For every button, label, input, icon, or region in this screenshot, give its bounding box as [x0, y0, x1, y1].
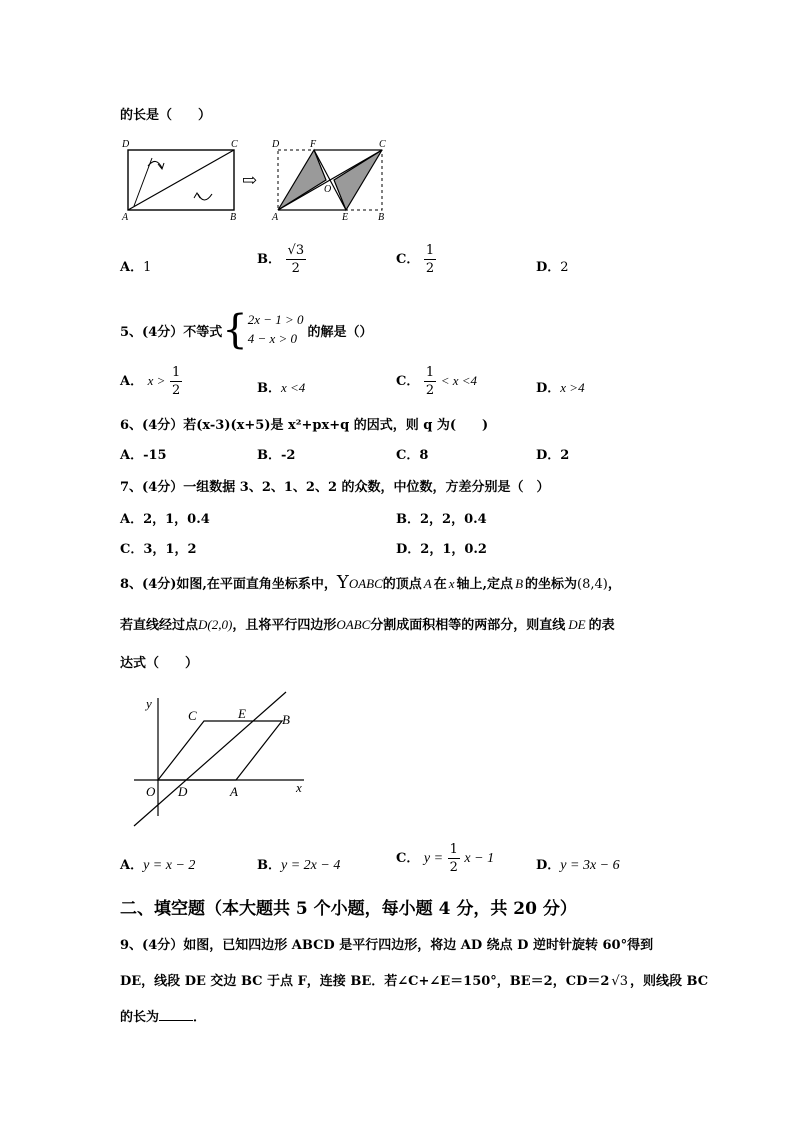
label-e: E [238, 706, 246, 721]
q5-ineq-1: 2x − 1 > 0 [247, 312, 304, 328]
label-a: A [122, 212, 129, 222]
q8-option-a: A．y = x − 2 [120, 858, 196, 873]
label-o: O [146, 784, 156, 799]
q4-option-c: C． $\frac{1}{2}$ [396, 243, 435, 276]
q4-option-d: D．2 [536, 260, 569, 275]
label-x: x [296, 780, 302, 795]
section-fill-in-title: 二、填空题（本大题共 5 个小题，每小题 4 分，共 20 分） [120, 899, 577, 919]
q5-option-d: D．x >4 [536, 380, 585, 396]
q5-option-b: B．x <4 [257, 380, 306, 396]
label-e: E [342, 212, 349, 222]
q8-option-c: C． y = $\frac{1}{2}$ x − 1 [396, 842, 495, 875]
q4-option-b: B． $\frac{√3}{2}$ [257, 243, 305, 276]
q6-option-a: A．-15 [120, 448, 167, 463]
q8-line2: 若直线经过点D(2,0)，且将平行四边形OABC分割成面积相等的两部分，则直线 DE 的表 [120, 617, 615, 633]
label-f: F [310, 139, 317, 150]
label-y: y [146, 696, 152, 711]
label-d: D [178, 784, 188, 799]
label-a: A [230, 784, 238, 799]
q5-ineq-2: 4 − x > 0 [247, 331, 298, 346]
q6-option-b: B．-2 [257, 448, 296, 463]
label-o: O [324, 184, 332, 195]
label-b: B [282, 712, 290, 727]
q6-stem: 6、(4分）若(x-3)(x+5)是 x²+px+q 的因式，则 q 为( ) [120, 418, 489, 433]
q4-figure [118, 136, 398, 222]
q6-option-d: D．2 [536, 448, 570, 463]
q7-stem: 7、(4分）一组数据 3、2、1、2、2 的众数，中位数，方差分别是（ ） [120, 480, 550, 495]
q7-option-d: D．2，1，0.2 [396, 542, 487, 557]
q4-option-a: A．1 [120, 260, 152, 275]
q9-line3: 的长为 ． [120, 1010, 207, 1025]
answer-blank[interactable] [159, 1008, 193, 1021]
label-c2: C [379, 139, 386, 150]
rotate-arrow-bottom [198, 194, 212, 200]
q4-stem-tail: 的长是（ ） [120, 108, 212, 123]
q5-option-a: A． x > $\frac{1}{2}$ [120, 365, 181, 398]
q7-option-c: C．3，1，2 [120, 542, 197, 557]
q8-line1: 8、(4分)如图,在平面直角坐标系中，YOABC的顶点 A 在 x 轴上,定点 B 的坐标为(8,4)， [120, 572, 621, 593]
label-b: B [230, 212, 237, 222]
label-d2: D [272, 139, 280, 150]
label-c: C [231, 139, 238, 150]
q4-right-figure [271, 139, 386, 222]
q6-option-c: C．8 [396, 448, 429, 463]
q4-left-figure [121, 139, 238, 222]
label-b2: B [378, 212, 385, 222]
q7-option-b: B．2，2，0.4 [396, 512, 487, 527]
q5-option-c: C． $\frac{1}{2}$ < x <4 [396, 365, 478, 398]
label-c: C [188, 708, 197, 723]
q9-line2: DE，线段 DE 交边 BC 于点 F，连接 BE．若∠C+∠E＝150°，BE＝2，CD＝2 √3 ，则线段 BC [120, 974, 709, 989]
q7-option-a: A．2，1，0.4 [120, 512, 210, 527]
line-de [134, 692, 286, 826]
q8-figure [126, 688, 316, 830]
q9-line1: 9、(4分）如图，已知四边形 ABCD 是平行四边形，将边 AD 绕点 D 逆时针旋转 60°得到 [120, 938, 654, 953]
q8-option-d: D．y = 3x − 6 [536, 858, 620, 873]
transform-arrow: ⇨ [242, 170, 258, 190]
q8-option-b: B．y = 2x − 4 [257, 858, 341, 873]
q5-stem: 5、(4分）不等式 { 2x − 1 > 0 4 − x > 0 的解是（） [120, 307, 373, 353]
q8-line3: 达式（ ） [120, 656, 199, 671]
label-d: D [122, 139, 130, 150]
label-a2: A [272, 212, 279, 222]
segment-ac [278, 150, 382, 210]
